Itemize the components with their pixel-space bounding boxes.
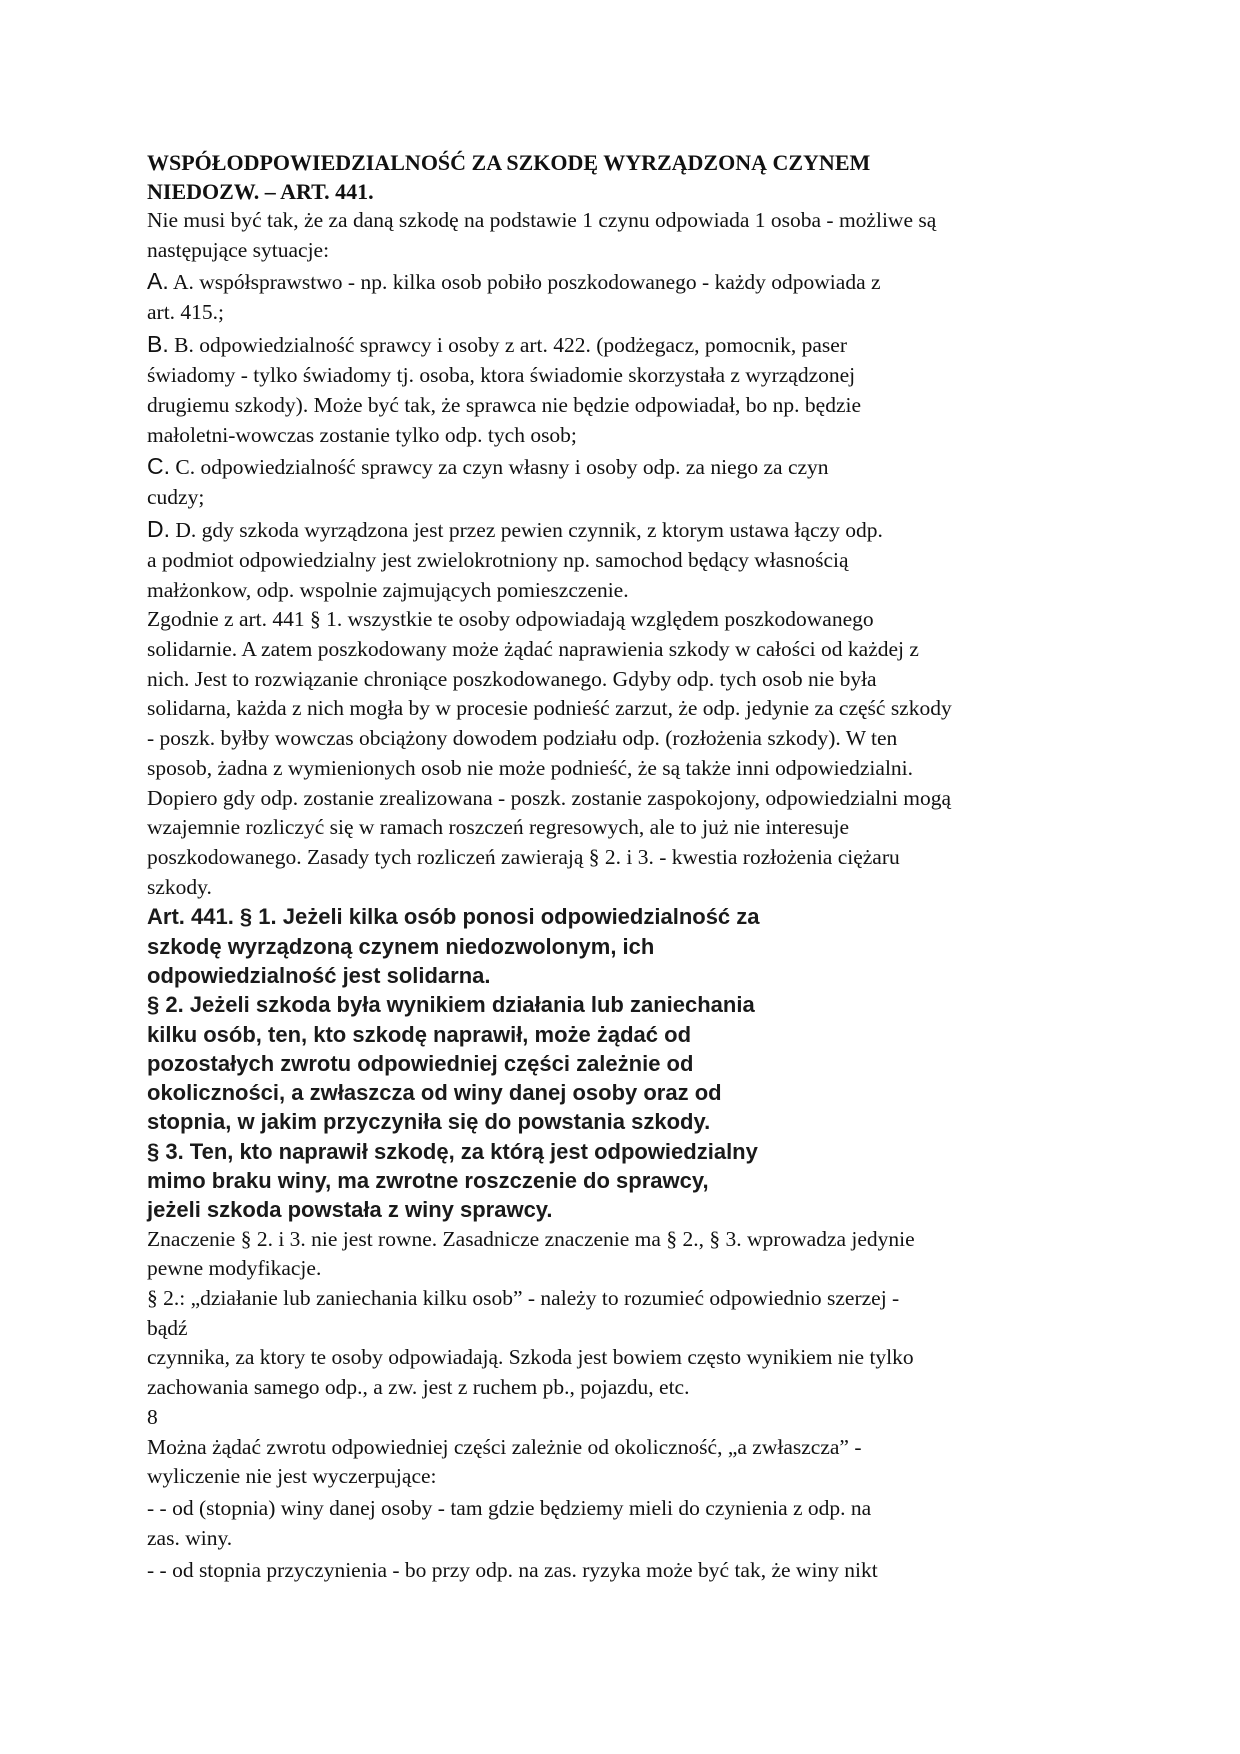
case-text: B. odpowiedzialność sprawcy i osoby z art. 422. (podżegacz, pomocnik, paser xyxy=(174,333,847,358)
page-number: 8 xyxy=(147,1404,158,1429)
case-first-line xyxy=(147,513,1107,546)
statute-line: okoliczności, a zwłaszcza od winy danej osoby oraz od xyxy=(147,1080,722,1106)
text-line: art. 415.; xyxy=(147,300,225,325)
text-line: Dopiero gdy odp. zostanie zrealizowana - poszk. zostanie zaspokojony, odpowiedzialni mogą xyxy=(147,785,952,810)
text-line: następujące sytuacje: xyxy=(147,237,330,262)
statute-line: jeżeli szkoda powstała z winy sprawcy. xyxy=(147,1197,553,1223)
intro-paragraph xyxy=(147,206,1107,265)
case-b xyxy=(147,328,1107,450)
text-line: bądź xyxy=(147,1315,188,1340)
text-line: solidarna, każda z nich mogła by w procesie podnieść zarzut, że odp. jedynie za część szkody xyxy=(147,696,952,721)
case-first-line xyxy=(147,328,1107,361)
text-line: sposob, żadna z wymienionych osob nie może podnieść, że są także inni odpowiedzialni. xyxy=(147,755,914,780)
statute-line: mimo braku winy, ma zwrotne roszczenie do sprawcy, xyxy=(147,1168,709,1194)
text-line: Można żądać zwrotu odpowiedniej części zależnie od okoliczność, „a zwłaszcza” - xyxy=(147,1434,862,1459)
list-item: - - od stopnia przyczynienia - bo przy odp. na zas. ryzyka może być tak, że winy nikt xyxy=(147,1557,878,1582)
list-item-continued: zas. winy. xyxy=(147,1525,233,1550)
document-content xyxy=(147,148,1107,1586)
statute-line: Art. 441. § 1. Jeżeli kilka osób ponosi odpowiedzialność za xyxy=(147,904,760,930)
statute-line: kilku osób, ten, kto szkodę naprawił, może żądać od xyxy=(147,1021,692,1047)
case-first-line xyxy=(147,265,1107,298)
case-marker: C. xyxy=(147,453,170,480)
text-line: wyliczenie nie jest wyczerpujące: xyxy=(147,1464,437,1489)
text-line: § 2.: „działanie lub zaniechania kilku osob” - należy to rozumieć odpowiednio szerzej - xyxy=(147,1286,900,1311)
statute-quote xyxy=(147,902,1107,1224)
text-line: czynnika, za ktory te osoby odpowiadają. Szkoda jest bowiem często wynikiem nie tylko xyxy=(147,1345,914,1370)
statute-line: § 3. Ten, kto naprawił szkodę, za którą jest odpowiedzialny xyxy=(147,1138,758,1164)
case-text: C. odpowiedzialność sprawcy za czyn własny i osoby odp. za niego za czyn xyxy=(175,455,829,480)
text-line: Nie musi być tak, że za daną szkodę na podstawie 1 czynu odpowiada 1 osoba - możliwe są xyxy=(147,208,937,232)
document-heading xyxy=(147,148,1107,206)
text-line: Zgodnie z art. 441 § 1. wszystkie te osoby odpowiadają względem poszkodowanego xyxy=(147,607,874,632)
case-marker: D. xyxy=(147,515,170,542)
list-item: - - od (stopnia) winy danej osoby - tam gdzie będziemy mieli do czynienia z odp. na xyxy=(147,1495,872,1520)
text-line: małoletni-wowczas zostanie tylko odp. tych osob; xyxy=(147,422,577,447)
case-marker: A. xyxy=(147,268,169,295)
case-text: D. gdy szkoda wyrządzona jest przez pewien czynnik, z ktorym ustawa łączy odp. xyxy=(175,517,883,542)
text-line: pewne modyfikacje. xyxy=(147,1256,322,1281)
text-line: małżonkow, odp. wspolnie zajmujących pomieszczenie. xyxy=(147,577,629,602)
case-d xyxy=(147,513,1107,605)
text-line: świadomy - tylko świadomy tj. osoba, ktora świadomie skorzystała z wyrządzonej xyxy=(147,363,856,388)
factor-list xyxy=(147,1492,1107,1586)
statute-line: odpowiedzialność jest solidarna. xyxy=(147,962,491,988)
heading-line: WSPÓŁODPOWIEDZIALNOŚĆ ZA SZKODĘ WYRZĄDZONĄ CZYNEM xyxy=(147,150,871,175)
case-a xyxy=(147,265,1107,328)
statute-line: stopnia, w jakim przyczyniła się do powstania szkody. xyxy=(147,1109,711,1135)
text-line: cudzy; xyxy=(147,485,205,510)
text-line: drugiemu szkody). Może być tak, że sprawca nie będzie odpowiadał, bo np. będzie xyxy=(147,392,862,417)
commentary-paragraph xyxy=(147,1225,1107,1492)
heading-line: NIEDOZW. – ART. 441. xyxy=(147,179,374,204)
text-line: Znaczenie § 2. i 3. nie jest rowne. Zasadnicze znaczenie ma § 2., § 3. wprowadza jedynie xyxy=(147,1226,915,1251)
statute-line: pozostałych zwrotu odpowiedniej części zależnie od xyxy=(147,1050,694,1076)
text-line: szkody. xyxy=(147,874,212,899)
text-line: - poszk. byłby wowczas obciążony dowodem podziału odp. (rozłożenia szkody). W ten xyxy=(147,726,898,751)
case-text: A. współsprawstwo - np. kilka osob pobiło poszkodowanego - każdy odpowiada z xyxy=(172,270,881,295)
statute-line: § 2. Jeżeli szkoda była wynikiem działania lub zaniechania xyxy=(147,992,755,1018)
text-line: nich. Jest to rozwiązanie chroniące poszkodowanego. Gdyby odp. tych osob nie była xyxy=(147,666,877,691)
text-line: poszkodowanego. Zasady tych rozliczeń zawierają § 2. i 3. - kwestia rozłożenia ciężaru xyxy=(147,844,900,869)
text-line: solidarnie. A zatem poszkodowany może żądać naprawienia szkody w całości od każdej z xyxy=(147,637,919,662)
explanation-paragraph xyxy=(147,605,1107,902)
case-c xyxy=(147,450,1107,513)
text-line: wzajemnie rozliczyć się w ramach roszczeń regresowych, ale to już nie interesuje xyxy=(147,815,849,840)
statute-line: szkodę wyrządzoną czynem niedozwolonym, ich xyxy=(147,933,655,959)
text-line: zachowania samego odp., a zw. jest z ruchem pb., pojazdu, etc. xyxy=(147,1375,690,1400)
text-line: a podmiot odpowiedzialny jest zwielokrotniony np. samochod będący własnością xyxy=(147,547,849,572)
case-first-line xyxy=(147,450,1107,483)
case-marker: B. xyxy=(147,331,169,358)
